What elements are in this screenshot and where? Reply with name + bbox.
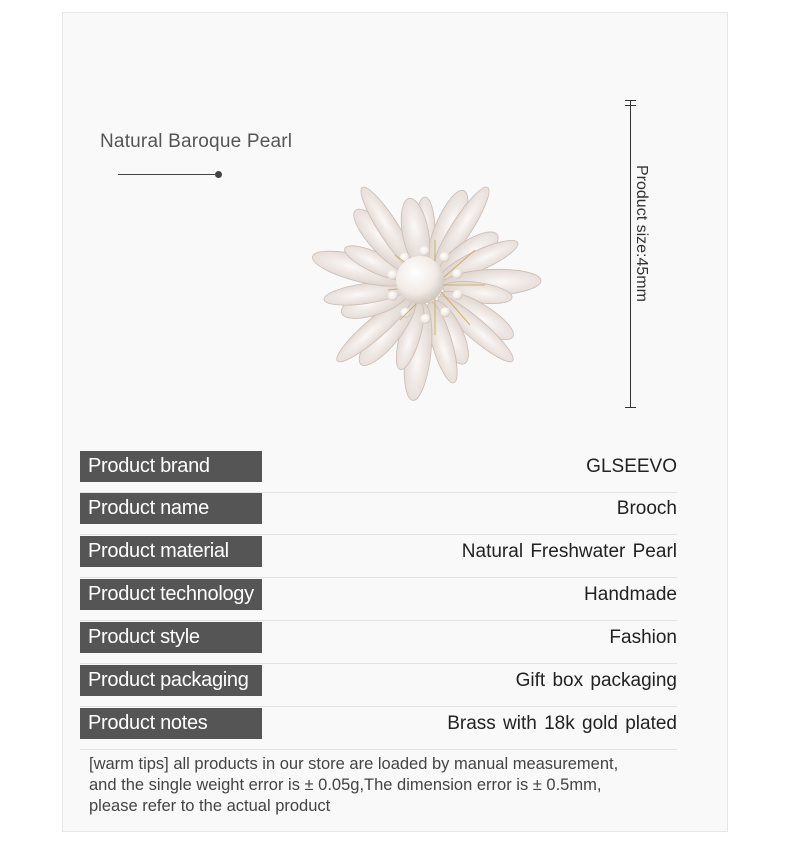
spec-row-technology — [80, 579, 677, 621]
spec-value: Gift box packaging — [515, 670, 677, 691]
small-pearl — [420, 314, 430, 324]
small-pearl — [388, 270, 398, 280]
spec-value: Natural Freshwater Pearl — [461, 541, 677, 562]
callout-dot — [215, 171, 222, 178]
small-pearl — [452, 269, 462, 279]
spec-label: Product notes — [80, 708, 262, 739]
spec-value: Brass with 18k gold plated — [447, 713, 677, 734]
spec-label: Product style — [80, 622, 262, 653]
small-pearl — [400, 308, 410, 318]
spec-label: Product packaging — [80, 665, 262, 696]
spec-label: Product material — [80, 536, 262, 567]
small-pearl — [420, 246, 430, 256]
spec-value: Brooch — [616, 498, 677, 519]
spec-value: Handmade — [584, 584, 677, 605]
warm-tips — [89, 754, 689, 817]
spec-value: GLSEEVO — [586, 456, 677, 477]
warm-tips-line: and the single weight error is ± 0.05g,The dimension error is ± 0.5mm, — [89, 776, 602, 794]
small-pearl — [388, 291, 398, 301]
warm-tips-line: [warm tips] all products in our store are loaded by manual measurement, — [89, 755, 619, 773]
warm-tips-line: please refer to the actual product — [89, 797, 331, 815]
spec-value: Fashion — [609, 627, 677, 648]
spec-row-material — [80, 536, 677, 578]
small-pearl — [440, 307, 450, 317]
small-pearl — [452, 290, 462, 300]
spec-label: Product brand — [80, 451, 262, 482]
spec-row-packaging — [80, 665, 677, 707]
spec-row-style — [80, 622, 677, 664]
brooch-image — [300, 150, 570, 430]
center-pearl — [396, 256, 444, 304]
small-pearl — [440, 252, 450, 262]
callout-label: Natural Baroque Pearl — [100, 131, 293, 152]
spec-label: Product name — [80, 493, 262, 524]
spec-row-name — [80, 493, 677, 535]
dimension-label: Product size:45mm — [633, 165, 650, 302]
dimension-cap-bottom — [625, 407, 636, 408]
dimension-bar — [630, 100, 631, 408]
spec-label: Product technology — [80, 579, 262, 610]
spec-row-notes — [80, 708, 677, 750]
callout-line — [118, 174, 218, 175]
spec-row-brand — [80, 451, 677, 493]
